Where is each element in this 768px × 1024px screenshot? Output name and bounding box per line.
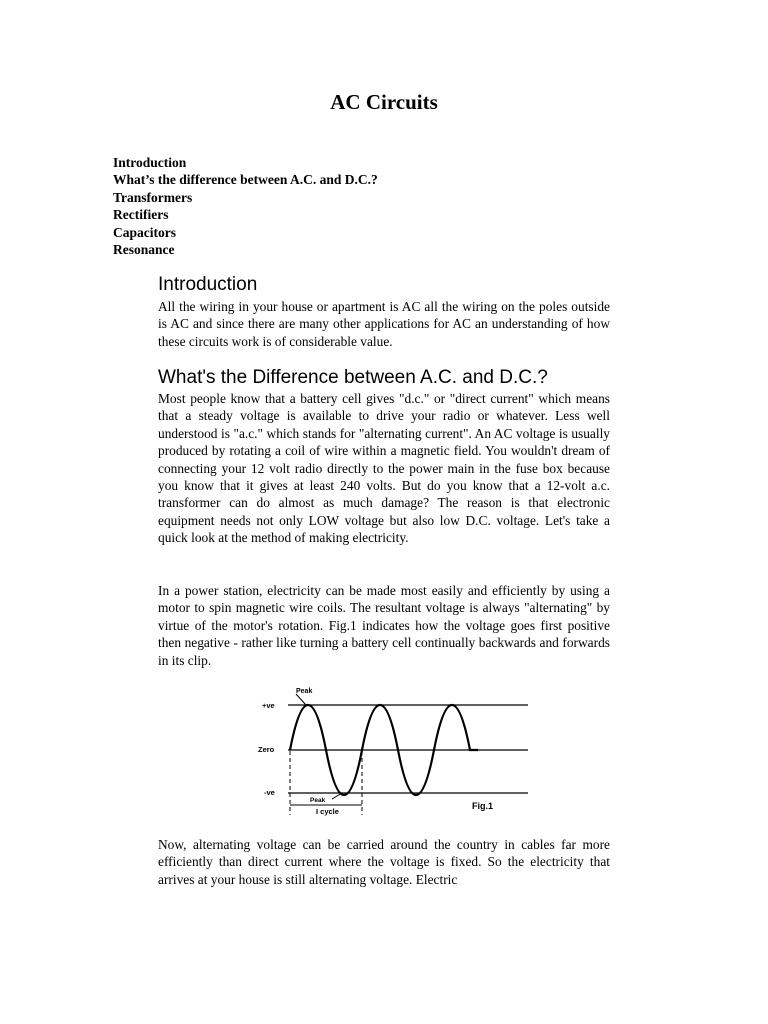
difference-paragraph-3: Now, alternating voltage can be carried around the country in cables far more efficiently than direct current where the voltage is fixed. So the electricity that arrives at your house is still alternating voltage. Electric <box>158 837 610 887</box>
table-of-contents <box>113 154 378 258</box>
toc-item-introduction: Introduction <box>113 155 187 170</box>
zero-label: Zero <box>258 745 275 754</box>
peak-pointer-top <box>296 694 306 705</box>
difference-paragraph-2: In a power station, electricity can be made most easily and efficiently by using a motor to spin magnetic wire coils. The resultant voltage is always "alternating" by virtue of the motor's rotation. Fig.1 indicates how the voltage goes first positive then negative - rather like turning a battery cell continually backwards and forwards in its clip. <box>158 583 610 668</box>
negative-label: -ve <box>264 788 275 797</box>
introduction-heading: Introduction <box>158 274 258 295</box>
toc-item-capacitors: Capacitors <box>113 224 176 240</box>
introduction-paragraph: All the wiring in your house or apartment is AC all the wiring on the poles outside is AC and since there are many other applications for AC an understanding of how these circuits work is of considerable value. <box>158 299 610 349</box>
toc-item-transformers: Transformers <box>113 189 193 205</box>
toc-item-difference: What’s the difference between A.C. and D.C.? <box>113 172 378 188</box>
cycle-label: I cycle <box>316 807 339 816</box>
document-title: AC Circuits <box>330 90 438 114</box>
difference-heading: What's the Difference between A.C. and D.C.? <box>158 367 548 388</box>
peak-pointer-bottom <box>332 793 342 799</box>
sine-wave-figure <box>252 685 528 821</box>
toc-item-resonance: Resonance <box>113 242 175 258</box>
toc-item-rectifiers: Rectifiers <box>113 207 169 223</box>
peak-top-label: Peak <box>296 688 313 695</box>
difference-paragraph-1: Most people know that a battery cell gives "d.c." or "direct current" which means that a steady voltage is available to drive your radio or whatever. Less well understood is "a.c." which stands for "alternating current". An AC voltage is usually produced by rotating a coil of wire within a magnetic field. You wouldn't dream of connecting your 12 volt radio directly to the power main in the fuse box because you know that it gives at least 240 volts. But do you know that a 12-volt a.c. transformer can do almost as much damage? The reason is that electronic equipment needs not only LOW voltage but also low D.C. voltage. Let's take a quick look at the method of making electricity. <box>158 391 610 546</box>
peak-bottom-label: Peak <box>310 797 326 804</box>
positive-label: +ve <box>262 701 275 710</box>
figure-caption: Fig.1 <box>472 801 494 811</box>
